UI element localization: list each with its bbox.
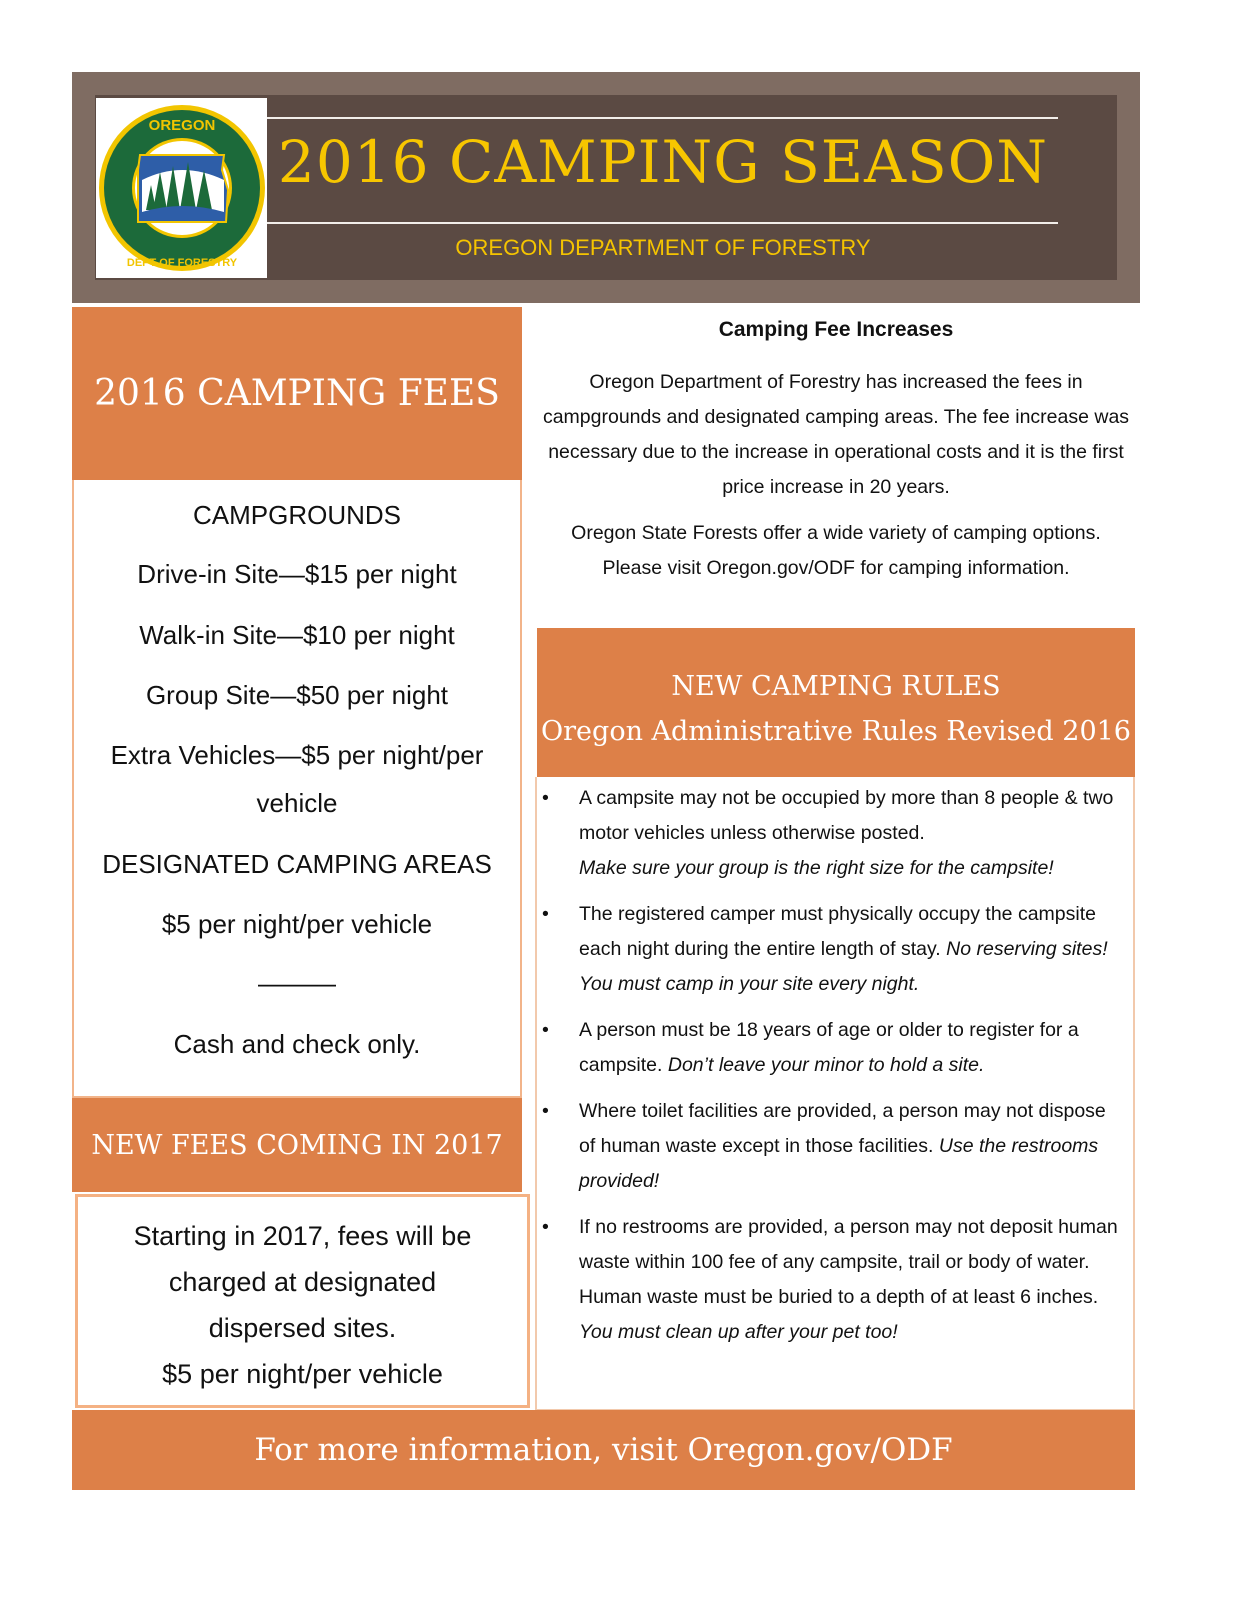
- paragraph: Oregon Department of Forestry has increased the fees in campgrounds and designated camping areas. The fee increase was necessary due to the increase in operational costs and it is the first price increase in 20 years.: [542, 371, 1130, 498]
- rules-list: [535, 777, 1135, 1411]
- rule-item: [537, 1094, 1133, 1199]
- footer-banner: For more information, visit Oregon.gov/ODF: [72, 1410, 1135, 1490]
- rule-emphasis: Use the restrooms provided!: [579, 1135, 1099, 1192]
- rule-text: Where toilet facilities are provided, a person may not dispose of human waste except in those facilities.: [579, 1100, 1106, 1157]
- divider: [267, 222, 1058, 224]
- svg-text:OREGON: OREGON: [148, 117, 215, 134]
- bullet-icon: •: [542, 1100, 549, 1122]
- rules-title: NEW CAMPING RULES: [671, 671, 1001, 702]
- fee-item: Cash and check only.: [173, 1029, 421, 1059]
- fee-item: ———: [258, 968, 336, 998]
- rule-text: If no restrooms are provided, a person may not deposit human waste within 100 fee of any campsite, trail or body of water. Human waste must be buried to a depth of at least 6 inches.: [579, 1216, 1118, 1308]
- rule-text: A campsite may not be occupied by more than 8 people & two motor vehicles unless otherwise posted.: [579, 787, 1114, 844]
- odf-logo: [96, 98, 267, 278]
- fee-item: $5 per night/per vehicle: [161, 909, 433, 939]
- fee-increase-heading: Camping Fee Increases: [718, 318, 954, 341]
- rules-heading: [537, 628, 1135, 777]
- rule-item: [537, 781, 1133, 886]
- fee-item: vehicle: [256, 788, 338, 818]
- new-fees-heading: NEW FEES COMING IN 2017: [72, 1098, 522, 1192]
- rule-item: [537, 1013, 1133, 1083]
- rule-emphasis: You must clean up after your pet too!: [579, 1321, 898, 1343]
- fee-item: Extra Vehicles—$5 per night/per: [110, 740, 484, 770]
- paragraph: Oregon State Forests offer a wide variety of camping options. Please visit Oregon.gov/ODF for camping information.: [571, 522, 1101, 579]
- rule-emphasis: Don’t leave your minor to hold a site.: [667, 1054, 985, 1076]
- svg-text:DEPT OF FORESTRY: DEPT OF FORESTRY: [126, 257, 237, 269]
- rule-text: A person must be 18 years of age or older to register for a campsite.: [579, 1019, 1079, 1076]
- fee-item: CAMPGROUNDS: [192, 500, 401, 530]
- new-fees-box: [75, 1194, 530, 1408]
- divider: [267, 117, 1058, 119]
- rule-item: [537, 897, 1133, 1002]
- fee-increase-text: [540, 365, 1132, 597]
- fee-item: DESIGNATED CAMPING AREAS: [102, 849, 492, 879]
- bullet-icon: •: [542, 787, 549, 809]
- bullet-icon: •: [542, 903, 549, 925]
- fees-list: [72, 480, 522, 1098]
- page-subtitle: OREGON DEPARTMENT OF FORESTRY: [455, 235, 871, 260]
- page-title: 2016 CAMPING SEASON: [277, 128, 1049, 196]
- new-fees-line: Starting in 2017, fees will be: [133, 1221, 472, 1251]
- new-fees-line: $5 per night/per vehicle: [162, 1359, 443, 1389]
- bullet-icon: •: [542, 1019, 549, 1041]
- rule-emphasis: No reserving sites! You must camp in your site every night.: [579, 938, 1108, 995]
- bullet-icon: •: [542, 1216, 549, 1238]
- fees-heading: 2016 CAMPING FEES: [72, 307, 522, 480]
- rule-emphasis: Make sure your group is the right size for the campsite!: [579, 857, 1054, 879]
- rule-item: [537, 1210, 1133, 1350]
- new-fees-line: charged at designated: [168, 1267, 437, 1297]
- new-fees-line: dispersed sites.: [208, 1313, 397, 1343]
- fee-item: Group Site—$50 per night: [145, 680, 449, 710]
- fee-item: Walk-in Site—$10 per night: [139, 620, 455, 650]
- fee-item: Drive-in Site—$15 per night: [137, 559, 457, 589]
- rules-subtitle: Oregon Administrative Rules Revised 2016: [541, 716, 1131, 747]
- rule-text: The registered camper must physically occupy the campsite each night during the entire length of stay.: [579, 903, 1096, 960]
